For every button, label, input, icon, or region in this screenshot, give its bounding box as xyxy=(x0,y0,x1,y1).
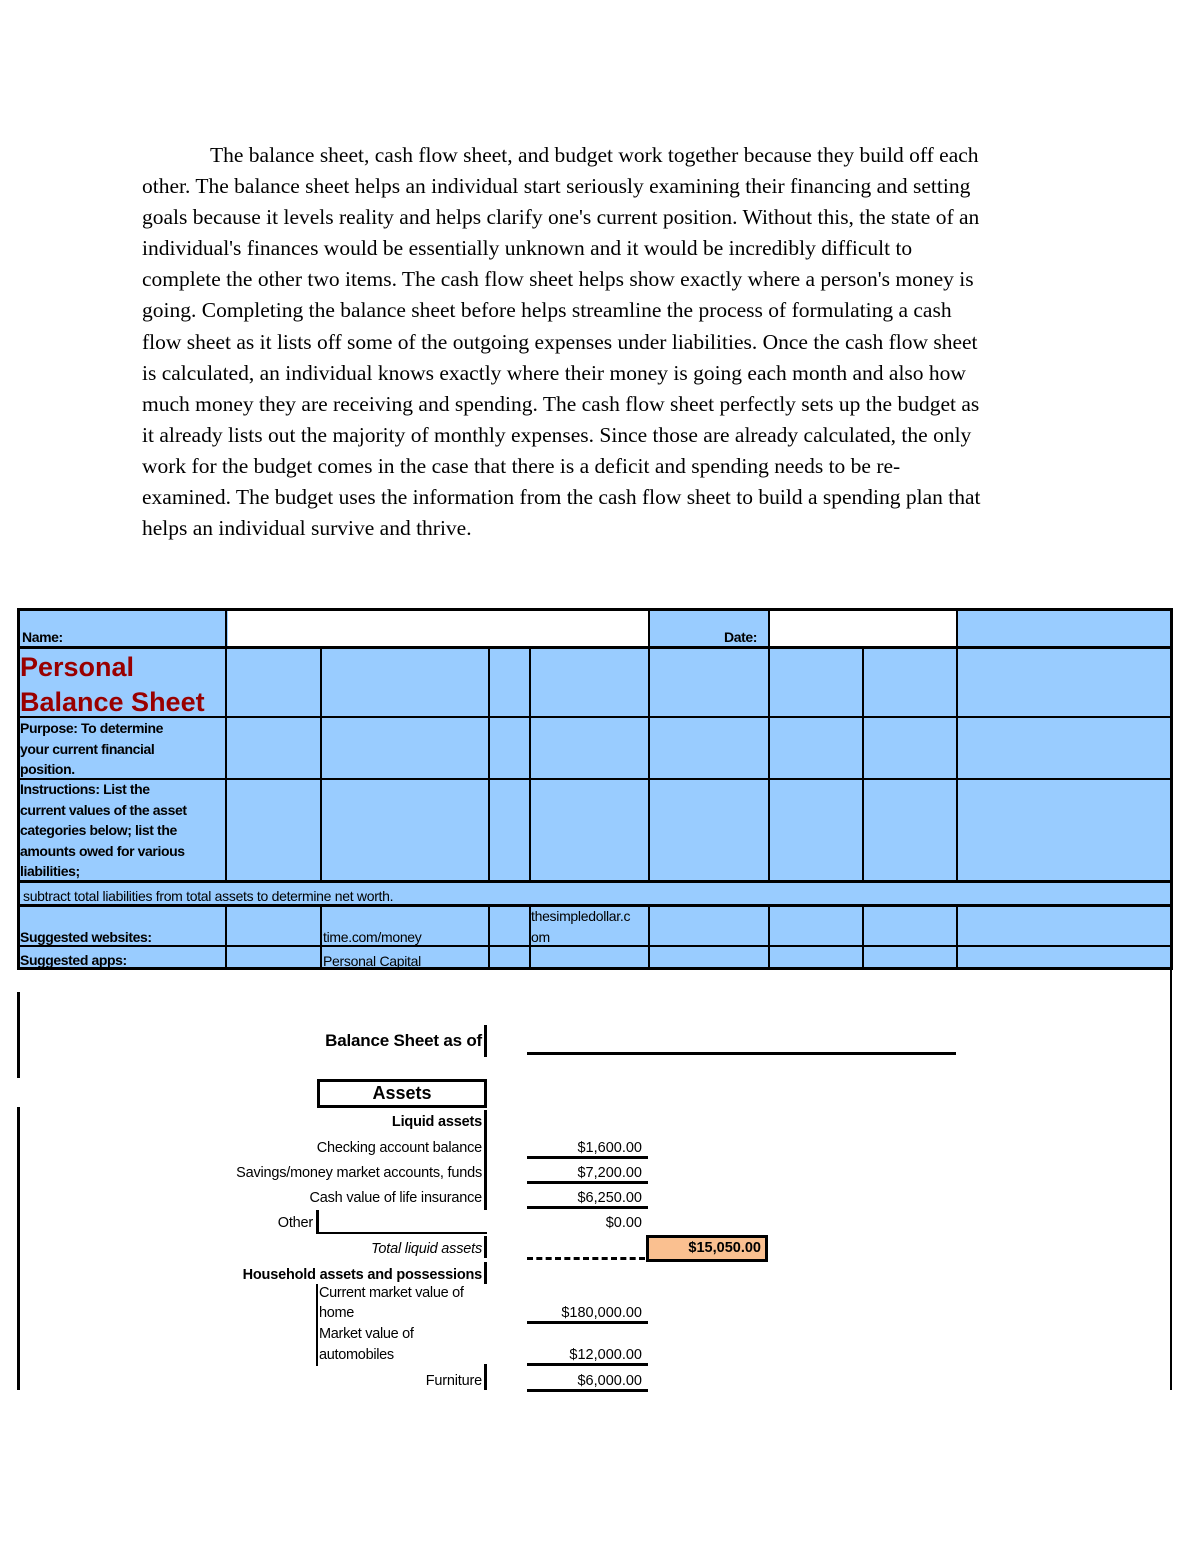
label-column-divider xyxy=(484,1110,487,1210)
sheet-title-line2: Balance Sheet xyxy=(20,687,205,717)
instructions-line: amounts owed for various xyxy=(20,843,185,859)
asset-label: Cash value of life insurance xyxy=(309,1190,482,1206)
instructions-continuation: subtract total liabilities from total assets to determine net worth. xyxy=(23,888,394,904)
name-input-cell[interactable] xyxy=(228,611,650,647)
sheet-title-line1: Personal xyxy=(20,652,135,682)
auto-value[interactable]: $12,000.00 xyxy=(569,1347,642,1363)
asset-label: Savings/money market accounts, funds xyxy=(236,1165,482,1181)
purpose-line: Purpose: To determine xyxy=(20,720,164,736)
total-liquid-assets-value: $15,050.00 xyxy=(646,1235,768,1262)
auto-label: Market value of xyxy=(319,1326,414,1342)
other-divider xyxy=(316,1210,319,1234)
label-column-divider xyxy=(484,1236,487,1258)
essay-paragraph xyxy=(142,140,1067,544)
asset-label: Other xyxy=(277,1215,313,1231)
essay-line: goals because it levels reality and helps clarify one's current position. Without this, the state of an xyxy=(142,205,980,230)
home-value[interactable]: $180,000.00 xyxy=(561,1305,642,1321)
essay-line: work for the budget comes in the case that there is a deficit and spending needs to be re- xyxy=(142,453,901,478)
asset-value[interactable]: $0.00 xyxy=(605,1215,642,1231)
household-assets-title: Household assets and possessions xyxy=(242,1267,482,1283)
auto-label: automobiles xyxy=(319,1347,394,1363)
sheet-right-border xyxy=(1170,968,1172,1390)
instructions-line: liabilities; xyxy=(20,863,80,879)
essay-line: going. Completing the balance sheet before helps streamline the process of formulating a cash xyxy=(142,298,952,323)
essay-line: other. The balance sheet helps an individual start seriously examining their financing and setting xyxy=(142,174,971,199)
date-input-cell[interactable] xyxy=(770,611,958,647)
value-underline xyxy=(527,1156,648,1159)
name-label: Name: xyxy=(22,629,63,645)
value-underline xyxy=(527,1321,648,1324)
app-name: Personal Capital xyxy=(323,953,421,969)
liquid-assets-title: Liquid assets xyxy=(391,1114,482,1130)
asset-value[interactable]: $7,200.00 xyxy=(577,1165,642,1181)
label-column-divider xyxy=(484,1262,487,1284)
furniture-value[interactable]: $6,000.00 xyxy=(577,1373,642,1389)
total-liquid-assets-label: Total liquid assets xyxy=(371,1241,482,1257)
essay-line: examined. The budget uses the information from the cash flow sheet to build a spending plan that xyxy=(142,485,981,510)
essay-line: The balance sheet, cash flow sheet, and budget work together because they build off each xyxy=(210,143,979,167)
home-label: home xyxy=(319,1305,355,1321)
purpose-line: position. xyxy=(20,761,75,777)
furniture-label: Furniture xyxy=(425,1373,482,1389)
label-column-divider xyxy=(484,1364,487,1390)
asset-value[interactable]: $6,250.00 xyxy=(577,1190,642,1206)
value-underline xyxy=(527,1363,648,1366)
balance-sheet-header-grid xyxy=(17,608,1173,970)
home-label: Current market value of xyxy=(319,1285,464,1301)
sheet-left-border xyxy=(17,1107,20,1390)
household-divider xyxy=(316,1284,318,1366)
apps-label: Suggested apps: xyxy=(20,952,127,968)
purpose-line: your current financial xyxy=(20,741,155,757)
essay-line: flow sheet as it lists off some of the outgoing expenses under liabilities. Once the cash flow sheet xyxy=(142,329,978,354)
websites-label: Suggested websites: xyxy=(20,929,152,945)
essay-line: it already lists out the majority of monthly expenses. Since those are already calculated, the only xyxy=(142,422,972,447)
date-label: Date: xyxy=(724,629,758,645)
website-link[interactable]: thesimpledollar.c xyxy=(531,908,631,924)
instructions-line: Instructions: List the xyxy=(20,781,150,797)
value-underline xyxy=(527,1181,648,1184)
other-underline xyxy=(318,1232,487,1234)
value-underline xyxy=(527,1206,648,1209)
website-link[interactable]: om xyxy=(531,929,550,945)
essay-line: helps an individual survive and thrive. xyxy=(142,516,472,541)
asset-value[interactable]: $1,600.00 xyxy=(577,1140,642,1156)
instructions-line: current values of the asset xyxy=(20,802,187,818)
total-dashed-line xyxy=(527,1257,645,1260)
essay-line: complete the other two items. The cash flow sheet helps show exactly where a person's money is xyxy=(142,267,974,292)
heading-divider xyxy=(484,1025,487,1057)
balance-sheet-as-of-label: Balance Sheet as of xyxy=(325,1031,482,1050)
essay-line: much money they are receiving and spending. The cash flow sheet perfectly sets up the budget as xyxy=(142,391,980,416)
as-of-date-line[interactable] xyxy=(527,1052,956,1055)
essay-line: is calculated, an individual knows exactly where their money is going each month and also how xyxy=(142,360,966,385)
asset-label: Checking account balance xyxy=(316,1140,482,1156)
essay-line: individual's finances would be essentially unknown and it would be incredibly difficult to xyxy=(142,236,913,261)
assets-title: Assets xyxy=(317,1079,487,1108)
website-link[interactable]: time.com/money xyxy=(323,929,422,945)
value-underline xyxy=(527,1389,648,1392)
instructions-line: categories below; list the xyxy=(20,822,177,838)
sheet-left-border xyxy=(17,992,20,1078)
